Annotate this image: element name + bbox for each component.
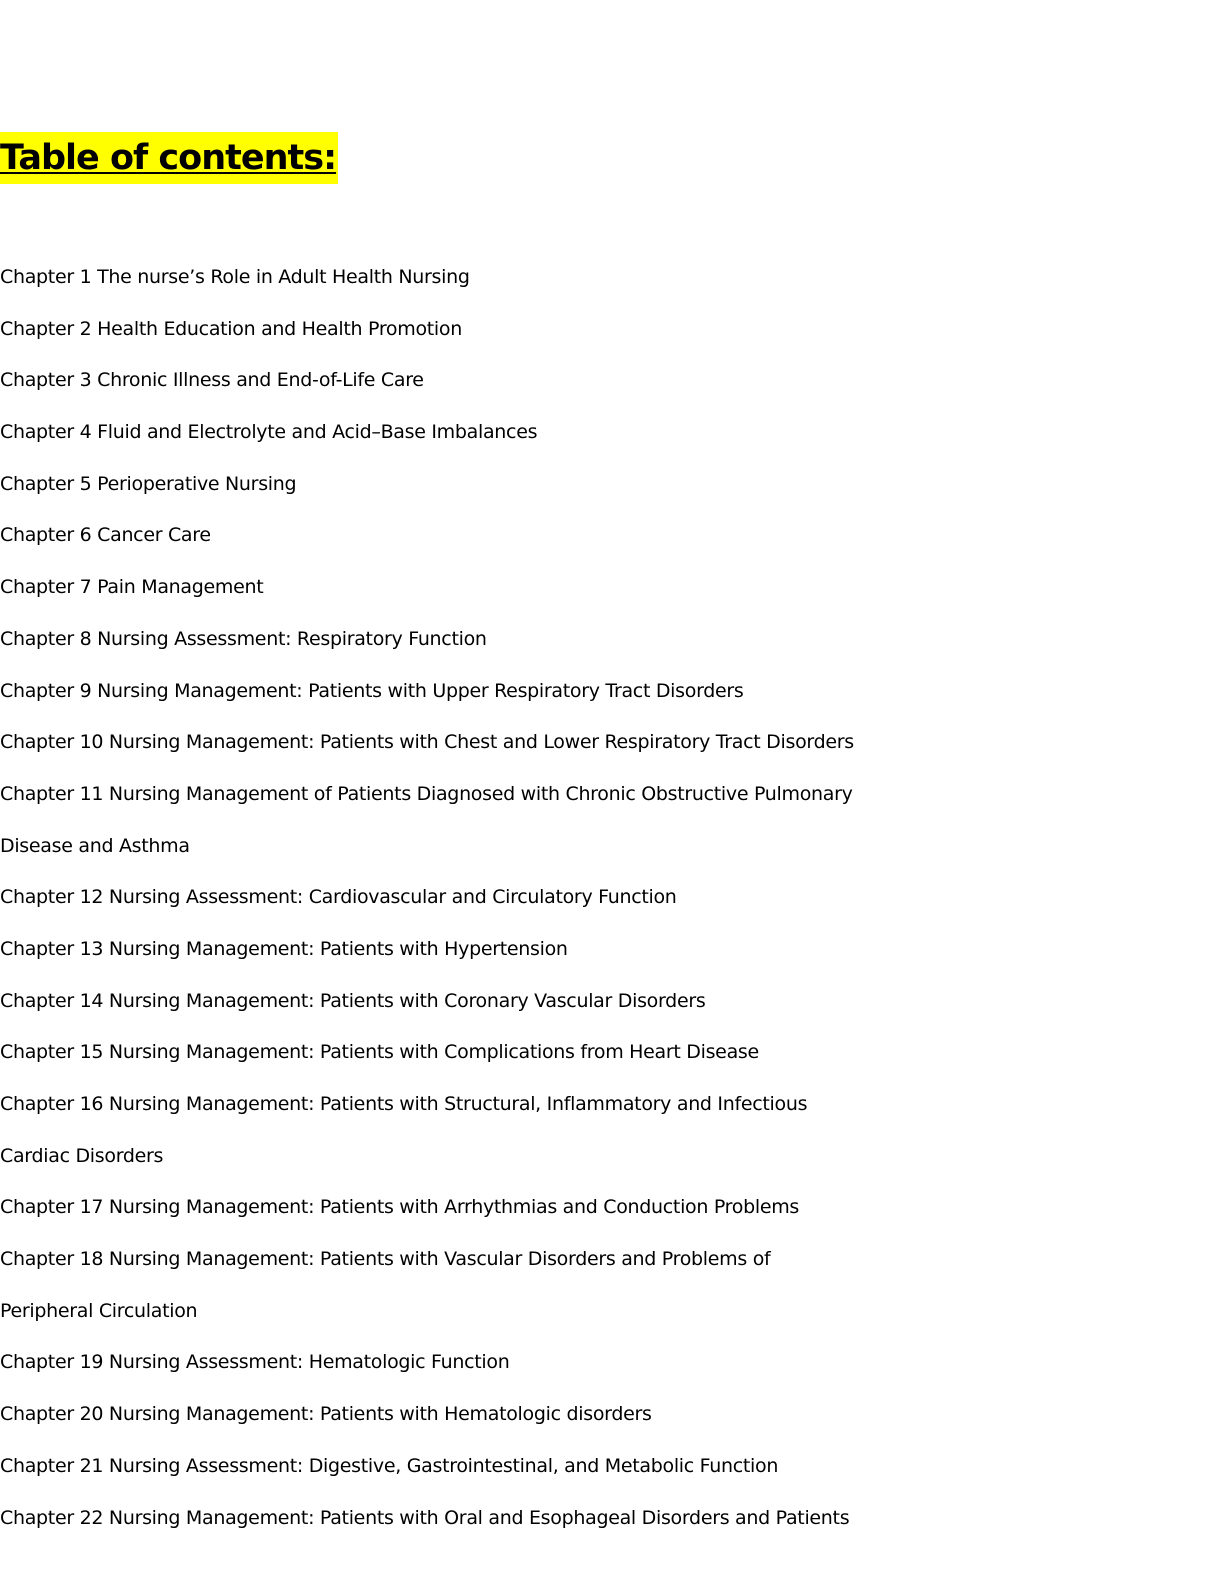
toc-line: Chapter 7 Pain Management [0, 576, 264, 599]
toc-line: Chapter 10 Nursing Management: Patients with Chest and Lower Respiratory Tract Disorders [0, 731, 854, 754]
toc-line: Chapter 16 Nursing Management: Patients with Structural, Inflammatory and Infectious [0, 1093, 808, 1115]
toc-line: Chapter 19 Nursing Assessment: Hematologic Function [0, 1351, 510, 1374]
toc-line: Chapter 14 Nursing Management: Patients with Coronary Vascular Disorders [0, 989, 706, 1012]
toc-line: Chapter 4 Fluid and Electrolyte and Acid–Base Imbalances [0, 421, 538, 444]
toc-line: Disease and Asthma [0, 834, 190, 857]
toc-line: Cardiac Disorders [0, 1144, 164, 1167]
toc-line: Chapter 9 Nursing Management: Patients with Upper Respiratory Tract Disorders [0, 679, 744, 702]
toc-line: Chapter 2 Health Education and Health Promotion [0, 317, 462, 340]
toc-line: Chapter 21 Nursing Assessment: Digestive, Gastrointestinal, and Metabolic Function [0, 1454, 779, 1477]
toc-line: Chapter 15 Nursing Management: Patients with Complications from Heart Disease [0, 1041, 759, 1064]
toc-heading: Table of contents: [0, 132, 338, 184]
toc-line: Peripheral Circulation [0, 1299, 198, 1322]
toc-line: Chapter 8 Nursing Assessment: Respiratory Function [0, 627, 487, 650]
toc-line: Chapter 12 Nursing Assessment: Cardiovascular and Circulatory Function [0, 886, 677, 909]
toc-line: Chapter 17 Nursing Management: Patients with Arrhythmias and Conduction Problems [0, 1196, 800, 1219]
toc-line: Chapter 11 Nursing Management of Patients Diagnosed with Chronic Obstructive Pulmonary [0, 782, 853, 805]
toc-line: Chapter 22 Nursing Management: Patients with Oral and Esophageal Disorders and Patients [0, 1506, 850, 1529]
toc-line: Chapter 1 The nurse’s Role in Adult Health Nursing [0, 266, 470, 288]
toc-line: Chapter 3 Chronic Illness and End-of-Life Care [0, 369, 424, 392]
toc-line: Chapter 20 Nursing Management: Patients with Hematologic disorders [0, 1403, 652, 1426]
toc-line: Chapter 5 Perioperative Nursing [0, 472, 297, 495]
toc-line: Chapter 13 Nursing Management: Patients with Hypertension [0, 937, 568, 960]
toc-line: Chapter 6 Cancer Care [0, 524, 211, 547]
toc-line: Chapter 18 Nursing Management: Patients with Vascular Disorders and Problems of [0, 1248, 771, 1271]
toc-list [0, 259, 854, 1551]
